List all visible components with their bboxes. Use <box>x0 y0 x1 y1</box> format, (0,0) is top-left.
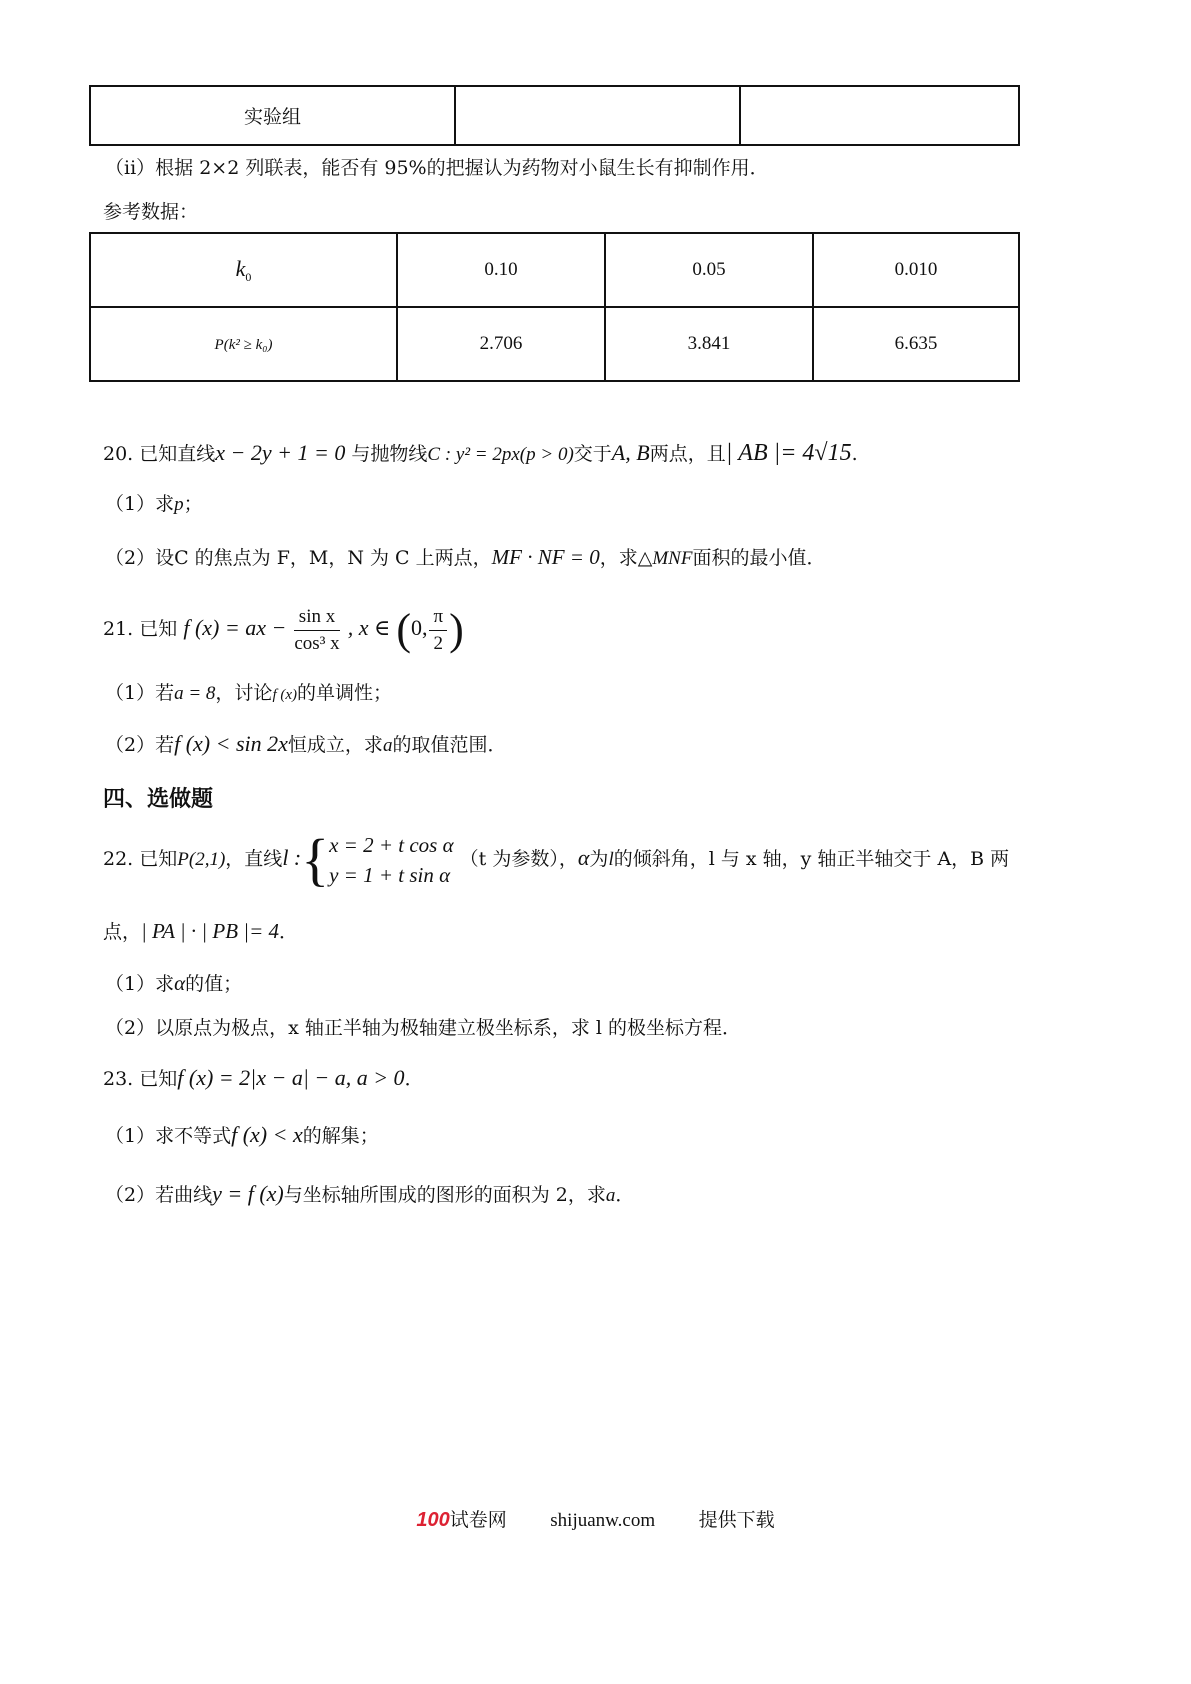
footer <box>0 1505 1191 1532</box>
q23-part-2 <box>105 1182 634 1208</box>
q22-line2-end: ． <box>279 921 299 943</box>
q21-interval-a: 0, <box>410 615 428 640</box>
q19-part-ii: （ii）根据 2×2 列联表，能否有 95%的把握认为药物对小鼠生长有抑制作用． <box>105 157 769 179</box>
q22-line-2 <box>103 919 298 944</box>
q21-p2-text-b: 恒成立，求 <box>287 734 383 756</box>
footer-download: 提供下载 <box>698 1510 775 1531</box>
q21-frac-den: cos³ x <box>294 632 340 654</box>
q23-p1-ineq: f (x) < x <box>231 1122 303 1147</box>
experiment-cell-2 <box>740 86 1019 145</box>
q22-number: 22. <box>103 848 134 870</box>
q21-domain: , x ∈ <box>347 615 391 640</box>
q21-p1-text-a: （1）若 <box>105 682 175 704</box>
q20-p2-text-d: 面积的最小值． <box>692 547 826 569</box>
q20-text-4: 两点，且 <box>649 443 726 465</box>
q22-text-3: （t 为参数）， <box>459 848 578 870</box>
ref-head-k0 <box>90 233 397 307</box>
q22-part-1 <box>105 971 242 996</box>
q21-close-paren: ) <box>449 605 464 654</box>
q20-number: 20. <box>103 443 134 465</box>
experiment-group-label: 实验组 <box>90 86 455 145</box>
q20-text-1: 已知直线 <box>139 443 216 465</box>
q21-p2-text-a: （2）若 <box>105 734 175 756</box>
ref-head-prob <box>90 307 397 381</box>
q22-stem <box>103 823 1009 893</box>
q20-parabola: C : y² = 2px(p > 0) <box>427 444 574 465</box>
q20-p1-text: （1）求 <box>105 493 175 515</box>
q23-p2-text-c: ． <box>615 1184 635 1206</box>
q22-system <box>329 830 454 890</box>
q22-brace: { <box>301 827 330 892</box>
k-var: k <box>235 255 246 281</box>
q21-interval-frac <box>429 604 447 657</box>
q21-part-1 <box>105 681 392 707</box>
footer-logo-icon: 100 <box>416 1509 450 1531</box>
q20-part-1 <box>105 492 203 517</box>
q20-ab-length: | AB |= 4√15 <box>725 440 852 466</box>
footer-url[interactable]: shijuanw.com <box>550 1510 656 1531</box>
ref-val-bottom-3: 6.635 <box>813 307 1019 381</box>
q22-part-2: （2）以原点为极点，x 轴正半轴为极轴建立极坐标系，求 l 的极坐标方程． <box>105 1017 742 1039</box>
q22-text-2: ，直线 <box>225 848 283 870</box>
q20-p2-text-c: ，求 <box>599 547 638 569</box>
q23-end: ． <box>404 1068 424 1090</box>
q21-pi: π <box>429 604 447 631</box>
q22-point: P(2,1) <box>177 849 226 870</box>
q22-text-5: 的倾斜角，l 与 x 轴，y 轴正半轴交于 A，B 两 <box>613 848 1010 870</box>
q21-function: f (x) = ax − <box>183 615 287 640</box>
q21-p1-text-c: 的单调性； <box>297 682 393 704</box>
q21-p2-text-c: 的取值范围． <box>392 734 507 756</box>
q20-part-2 <box>105 545 825 571</box>
q23-p1-text-b: 的解集； <box>302 1125 379 1147</box>
q22-text-1: 已知 <box>139 848 178 870</box>
q23-p1-text-a: （1）求不等式 <box>105 1125 232 1147</box>
experiment-table <box>89 85 1020 146</box>
q21-open-paren: ( <box>396 605 411 654</box>
section-4-title: 四、选做题 <box>103 787 214 812</box>
q21-two: 2 <box>433 632 444 654</box>
q22-line2-text: 点， <box>103 921 142 943</box>
reference-label: 参考数据： <box>103 201 199 223</box>
q21-text-1: 已知 <box>139 618 178 640</box>
q22-pa-pb: | PA | · | PB |= 4 <box>141 919 280 943</box>
q20-p2-triangle: △MNF <box>637 548 693 569</box>
reference-table <box>89 232 1020 382</box>
q22-p1-alpha: α <box>174 971 186 995</box>
q21-stem <box>103 598 464 659</box>
q20-points: A, B <box>611 440 650 465</box>
prob-expr: P(k² ≥ k₀) <box>214 337 273 353</box>
footer-site-name: 试卷网 <box>449 1510 507 1531</box>
q20-text-3: 交于 <box>573 443 612 465</box>
ref-val-top-1: 0.10 <box>397 233 605 307</box>
q23-p2-text-a: （2）若曲线 <box>105 1184 213 1206</box>
q20-end: . <box>851 443 858 465</box>
ref-val-bottom-2: 3.841 <box>605 307 813 381</box>
q23-p2-var: a <box>605 1185 616 1206</box>
q20-p1-var: p <box>174 494 184 515</box>
q21-frac-num: sin x <box>294 604 339 631</box>
q20-p2-vector: MF · NF = 0 <box>491 545 600 569</box>
q20-text-2: 与抛物线 <box>351 443 428 465</box>
q22-l2: l <box>608 849 614 870</box>
q23-p2-eq: y = f (x) <box>212 1181 284 1206</box>
q23-stem <box>103 1066 424 1091</box>
q21-p1-fx: f (x) <box>272 687 298 703</box>
ref-val-bottom-1: 2.706 <box>397 307 605 381</box>
q23-part-1 <box>105 1123 379 1148</box>
q23-p2-text-b: 与坐标轴所围成的图形的面积为 2，求 <box>283 1184 606 1206</box>
q23-number: 23. <box>103 1068 134 1090</box>
q20-p1-end: ； <box>183 493 203 515</box>
q22-eq1: x = 2 + t cos α <box>329 833 454 857</box>
experiment-cell-1 <box>455 86 740 145</box>
q21-number: 21. <box>103 618 134 640</box>
q22-l: l : <box>282 845 302 870</box>
q20-stem <box>103 441 858 467</box>
q22-alpha: α <box>577 845 590 870</box>
q23-function: f (x) = 2|x − a| − a, a > 0 <box>177 1065 405 1090</box>
k-sub: 0 <box>245 269 252 284</box>
q21-p1-var: a = 8 <box>174 683 216 704</box>
q20-line-eq: x − 2y + 1 = 0 <box>215 440 346 465</box>
ref-val-top-2: 0.05 <box>605 233 813 307</box>
q20-p2-text-a: （2）设 <box>105 547 175 569</box>
q21-p2-var: a <box>382 735 393 756</box>
q21-p1-text-b: ，讨论 <box>215 682 273 704</box>
q22-eq2: y = 1 + t sin α <box>329 863 451 887</box>
q20-p2-text-b: C 的焦点为 F，M，N 为 C 上两点， <box>174 547 492 569</box>
q23-text-1: 已知 <box>139 1068 178 1090</box>
q21-part-2 <box>105 732 506 758</box>
q21-p2-ineq: f (x) < sin 2x <box>174 731 288 756</box>
q22-p1-text-a: （1）求 <box>105 973 175 995</box>
q22-text-4: 为 <box>589 848 609 870</box>
q21-fraction <box>294 604 339 657</box>
q22-p1-text-b: 的值； <box>185 973 243 995</box>
ref-val-top-3: 0.010 <box>813 233 1019 307</box>
